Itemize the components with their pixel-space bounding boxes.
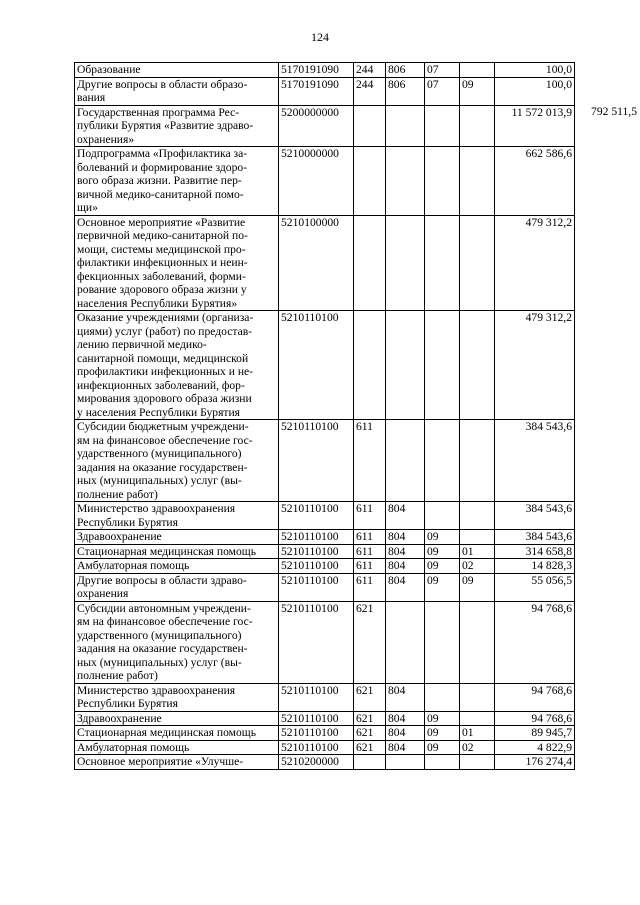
table-row bbox=[75, 740, 640, 755]
row-pr-cell bbox=[460, 683, 495, 711]
table-row bbox=[75, 755, 640, 770]
row-sum-cell: 384 543,6 bbox=[495, 420, 575, 502]
row-code-cell: 5210110100 bbox=[279, 559, 354, 574]
row-gr-cell: 804 bbox=[386, 726, 425, 741]
row-sum-cell: 479 312,2 bbox=[495, 215, 575, 311]
row-extra-cell bbox=[575, 573, 640, 601]
row-sum-cell: 100,0 bbox=[495, 63, 575, 78]
page-number: 124 bbox=[311, 30, 329, 44]
row-rz-cell bbox=[425, 147, 460, 216]
row-code-cell: 5210110100 bbox=[279, 502, 354, 530]
row-gr-cell bbox=[386, 147, 425, 216]
row-code-cell: 5210110100 bbox=[279, 683, 354, 711]
row-vr-cell: 621 bbox=[354, 740, 386, 755]
row-name-cell: Амбулаторная помощь bbox=[75, 740, 279, 755]
row-pr-cell: 02 bbox=[460, 740, 495, 755]
row-rz-cell: 07 bbox=[425, 77, 460, 105]
row-rz-cell bbox=[425, 105, 460, 147]
row-rz-cell bbox=[425, 683, 460, 711]
row-gr-cell bbox=[386, 601, 425, 683]
row-gr-cell: 804 bbox=[386, 711, 425, 726]
row-extra-cell bbox=[575, 311, 640, 420]
row-vr-cell: 611 bbox=[354, 420, 386, 502]
table-row bbox=[75, 147, 640, 216]
row-sum-cell: 100,0 bbox=[495, 77, 575, 105]
row-pr-cell bbox=[460, 105, 495, 147]
row-rz-cell: 09 bbox=[425, 544, 460, 559]
row-code-cell: 5210110100 bbox=[279, 420, 354, 502]
row-gr-cell bbox=[386, 311, 425, 420]
row-sum-cell: 384 543,6 bbox=[495, 530, 575, 545]
row-rz-cell: 07 bbox=[425, 63, 460, 78]
row-sum-cell: 14 828,3 bbox=[495, 559, 575, 574]
row-code-cell: 5170191090 bbox=[279, 77, 354, 105]
row-pr-cell bbox=[460, 755, 495, 770]
row-gr-cell: 804 bbox=[386, 544, 425, 559]
row-code-cell: 5210110100 bbox=[279, 530, 354, 545]
row-name-cell: Государственная программа Рес- публики Бурятия «Развитие здраво- охранения» bbox=[75, 105, 279, 147]
row-name-cell: Амбулаторная помощь bbox=[75, 559, 279, 574]
row-pr-cell bbox=[460, 601, 495, 683]
row-sum-cell: 89 945,7 bbox=[495, 726, 575, 741]
row-code-cell: 5210110100 bbox=[279, 311, 354, 420]
row-pr-cell bbox=[460, 502, 495, 530]
row-rz-cell: 09 bbox=[425, 726, 460, 741]
row-gr-cell: 804 bbox=[386, 530, 425, 545]
row-sum-cell: 176 274,4 bbox=[495, 755, 575, 770]
table-row bbox=[75, 215, 640, 311]
row-code-cell: 5210110100 bbox=[279, 544, 354, 559]
row-code-cell: 5210110100 bbox=[279, 740, 354, 755]
table-row bbox=[75, 311, 640, 420]
row-pr-cell: 02 bbox=[460, 559, 495, 574]
row-vr-cell bbox=[354, 755, 386, 770]
row-rz-cell: 09 bbox=[425, 711, 460, 726]
row-vr-cell: 611 bbox=[354, 573, 386, 601]
row-vr-cell: 621 bbox=[354, 601, 386, 683]
row-gr-cell bbox=[386, 420, 425, 502]
row-code-cell: 5210110100 bbox=[279, 601, 354, 683]
row-extra-cell bbox=[575, 711, 640, 726]
row-vr-cell: 621 bbox=[354, 711, 386, 726]
row-sum-cell: 94 768,6 bbox=[495, 601, 575, 683]
row-extra-cell bbox=[575, 740, 640, 755]
row-vr-cell: 611 bbox=[354, 559, 386, 574]
row-pr-cell bbox=[460, 711, 495, 726]
row-code-cell: 5200000000 bbox=[279, 105, 354, 147]
table-row bbox=[75, 530, 640, 545]
table-row bbox=[75, 573, 640, 601]
row-extra-cell bbox=[575, 77, 640, 105]
row-name-cell: Подпрограмма «Профилактика за- болеваний и формирование здоро- вого образа жизни. Развитие пер- вичной медико-санитарной помо- щи» bbox=[75, 147, 279, 216]
row-name-cell: Другие вопросы в области здраво- охранения bbox=[75, 573, 279, 601]
row-gr-cell: 804 bbox=[386, 502, 425, 530]
row-extra-cell bbox=[575, 530, 640, 545]
row-name-cell: Министерство здравоохранения Республики Бурятия bbox=[75, 502, 279, 530]
row-rz-cell bbox=[425, 502, 460, 530]
row-pr-cell bbox=[460, 215, 495, 311]
row-extra-cell bbox=[575, 215, 640, 311]
row-rz-cell: 09 bbox=[425, 740, 460, 755]
row-extra-cell bbox=[575, 726, 640, 741]
row-gr-cell bbox=[386, 215, 425, 311]
row-rz-cell bbox=[425, 755, 460, 770]
row-sum-cell: 314 658,8 bbox=[495, 544, 575, 559]
row-gr-cell bbox=[386, 105, 425, 147]
row-code-cell: 5210110100 bbox=[279, 726, 354, 741]
row-name-cell: Другие вопросы в области образо- вания bbox=[75, 77, 279, 105]
row-name-cell: Основное мероприятие «Улучше- bbox=[75, 755, 279, 770]
row-gr-cell: 806 bbox=[386, 77, 425, 105]
row-pr-cell: 01 bbox=[460, 544, 495, 559]
row-pr-cell bbox=[460, 530, 495, 545]
table-row bbox=[75, 544, 640, 559]
row-name-cell: Стационарная медицинская помощь bbox=[75, 544, 279, 559]
row-sum-cell: 55 056,5 bbox=[495, 573, 575, 601]
row-name-cell: Субсидии автономным учреждени- ям на финансовое обеспечение гос- ударственного (муниципального) задания на оказание государствен- ных (муниципальных) услуг (вы- полнение работ) bbox=[75, 601, 279, 683]
row-extra-cell bbox=[575, 420, 640, 502]
row-vr-cell: 611 bbox=[354, 544, 386, 559]
row-name-cell: Стационарная медицинская помощь bbox=[75, 726, 279, 741]
row-vr-cell bbox=[354, 215, 386, 311]
row-name-cell: Министерство здравоохранения Республики Бурятия bbox=[75, 683, 279, 711]
row-code-cell: 5210200000 bbox=[279, 755, 354, 770]
row-name-cell: Образование bbox=[75, 63, 279, 78]
table-row bbox=[75, 105, 640, 147]
row-vr-cell: 611 bbox=[354, 502, 386, 530]
row-pr-cell bbox=[460, 420, 495, 502]
row-vr-cell bbox=[354, 105, 386, 147]
row-name-cell: Здравоохранение bbox=[75, 530, 279, 545]
row-sum-cell: 94 768,6 bbox=[495, 683, 575, 711]
row-vr-cell: 611 bbox=[354, 530, 386, 545]
row-vr-cell bbox=[354, 147, 386, 216]
row-vr-cell: 621 bbox=[354, 683, 386, 711]
budget-table-body bbox=[75, 63, 640, 770]
row-rz-cell: 09 bbox=[425, 559, 460, 574]
row-extra-cell bbox=[575, 147, 640, 216]
row-sum-cell: 94 768,6 bbox=[495, 711, 575, 726]
row-rz-cell: 09 bbox=[425, 573, 460, 601]
budget-table bbox=[74, 62, 640, 770]
row-code-cell: 5210110100 bbox=[279, 711, 354, 726]
row-extra-cell bbox=[575, 559, 640, 574]
table-row bbox=[75, 711, 640, 726]
row-pr-cell: 01 bbox=[460, 726, 495, 741]
row-extra-cell bbox=[575, 544, 640, 559]
row-pr-cell bbox=[460, 311, 495, 420]
row-extra-cell bbox=[575, 755, 640, 770]
row-rz-cell bbox=[425, 601, 460, 683]
row-vr-cell: 621 bbox=[354, 726, 386, 741]
row-rz-cell: 09 bbox=[425, 530, 460, 545]
table-row bbox=[75, 559, 640, 574]
row-name-cell: Основное мероприятие «Развитие первичной медико-санитарной по- мощи, системы медицинской про- филактики инфекционных и неин- фекционных заболеваний, форми- рование здорового образа жизни у населения Республики Бурятия» bbox=[75, 215, 279, 311]
row-vr-cell: 244 bbox=[354, 63, 386, 78]
row-name-cell: Здравоохранение bbox=[75, 711, 279, 726]
table-row bbox=[75, 726, 640, 741]
row-gr-cell: 804 bbox=[386, 683, 425, 711]
row-extra-cell bbox=[575, 502, 640, 530]
row-pr-cell bbox=[460, 63, 495, 78]
row-vr-cell: 244 bbox=[354, 77, 386, 105]
row-sum-cell: 11 572 013,9 bbox=[495, 105, 575, 147]
row-vr-cell bbox=[354, 311, 386, 420]
row-code-cell: 5170191090 bbox=[279, 63, 354, 78]
row-code-cell: 5210100000 bbox=[279, 215, 354, 311]
row-rz-cell bbox=[425, 215, 460, 311]
row-name-cell: Субсидии бюджетным учреждени- ям на финансовое обеспечение гос- ударственного (муниципального) задания на оказание государствен- ных (муниципальных) услуг (вы- полнение работ) bbox=[75, 420, 279, 502]
row-sum-cell: 479 312,2 bbox=[495, 311, 575, 420]
row-code-cell: 5210000000 bbox=[279, 147, 354, 216]
row-extra-cell bbox=[575, 601, 640, 683]
row-pr-cell bbox=[460, 147, 495, 216]
row-sum-cell: 662 586,6 bbox=[495, 147, 575, 216]
row-gr-cell: 804 bbox=[386, 559, 425, 574]
table-row bbox=[75, 502, 640, 530]
row-name-cell: Оказание учреждениями (организа- циями) услуг (работ) по предостав- лению первичной медико- санитарной помощи, медицинской профилактики инфекционных и не- инфекционных заболеваний, фор- мирования здорового образа жизни у населения Республики Бурятия bbox=[75, 311, 279, 420]
row-pr-cell: 09 bbox=[460, 573, 495, 601]
row-gr-cell: 804 bbox=[386, 740, 425, 755]
row-extra-cell: 792 511,5 bbox=[591, 105, 637, 118]
row-pr-cell: 09 bbox=[460, 77, 495, 105]
table-row bbox=[75, 683, 640, 711]
row-extra-cell bbox=[575, 683, 640, 711]
table-row bbox=[75, 601, 640, 683]
table-row bbox=[75, 63, 640, 78]
row-gr-cell: 804 bbox=[386, 573, 425, 601]
row-rz-cell bbox=[425, 420, 460, 502]
row-rz-cell bbox=[425, 311, 460, 420]
row-sum-cell: 4 822,9 bbox=[495, 740, 575, 755]
table-row bbox=[75, 77, 640, 105]
row-code-cell: 5210110100 bbox=[279, 573, 354, 601]
row-sum-cell: 384 543,6 bbox=[495, 502, 575, 530]
table-row bbox=[75, 420, 640, 502]
row-gr-cell: 806 bbox=[386, 63, 425, 78]
row-gr-cell bbox=[386, 755, 425, 770]
row-extra-cell bbox=[575, 63, 640, 78]
